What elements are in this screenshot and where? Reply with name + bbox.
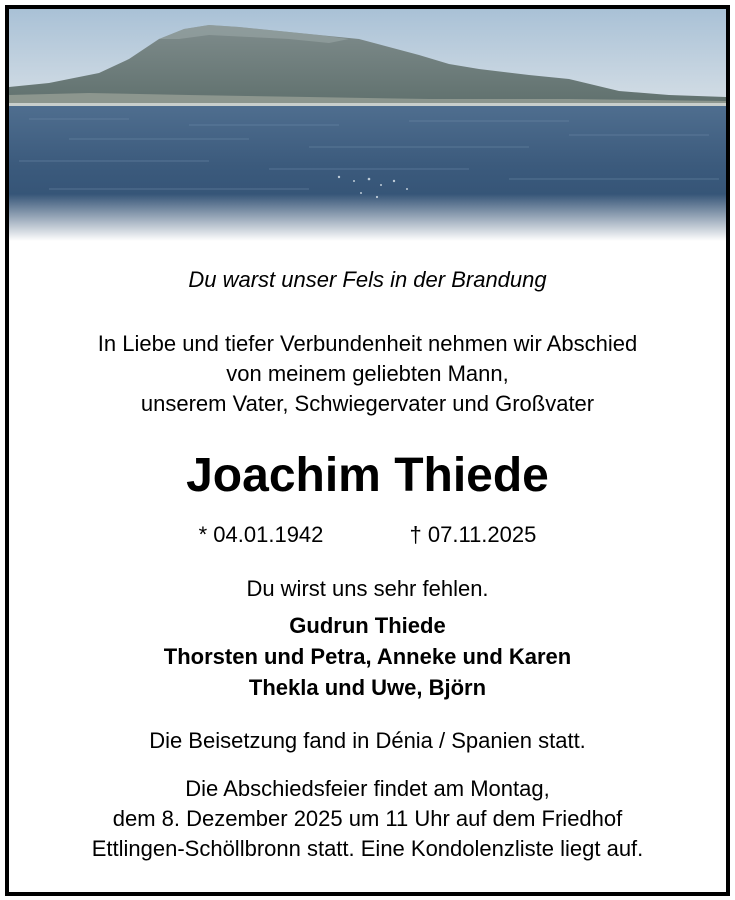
intro-line: unserem Vater, Schwiegervater und Großvater	[140, 391, 595, 416]
intro-line: von meinem geliebten Mann,	[226, 361, 509, 386]
family-line: Gudrun Thiede	[289, 613, 446, 638]
motto: Du warst unser Fels in der Brandung	[188, 267, 547, 292]
intro-line: In Liebe und tiefer Verbundenheit nehmen wir Abschied	[97, 331, 638, 356]
death-date: † 07.11.2025	[409, 522, 537, 547]
service-info	[9, 774, 726, 864]
life-dates	[9, 520, 726, 550]
deceased-name: Joachim Thiede	[186, 449, 549, 502]
service-line: Ettlingen-Schöllbronn statt. Eine Kondolenzliste liegt auf.	[91, 836, 644, 861]
family-line: Thekla und Uwe, Björn	[248, 675, 487, 700]
service-line: dem 8. Dezember 2025 um 11 Uhr auf dem Friedhof	[112, 806, 623, 831]
family-signatures	[9, 610, 726, 703]
service-line: Die Abschiedsfeier findet am Montag,	[185, 776, 550, 801]
farewell-line: Du wirst uns sehr fehlen.	[246, 576, 489, 601]
birth-date: * 04.01.1942	[198, 522, 324, 547]
burial-note: Die Beisetzung fand in Dénia / Spanien statt.	[149, 728, 586, 753]
intro-text	[9, 329, 726, 419]
sea-mountain-photo	[9, 9, 726, 241]
family-line: Thorsten und Petra, Anneke und Karen	[163, 644, 572, 669]
obituary-frame	[5, 5, 730, 896]
